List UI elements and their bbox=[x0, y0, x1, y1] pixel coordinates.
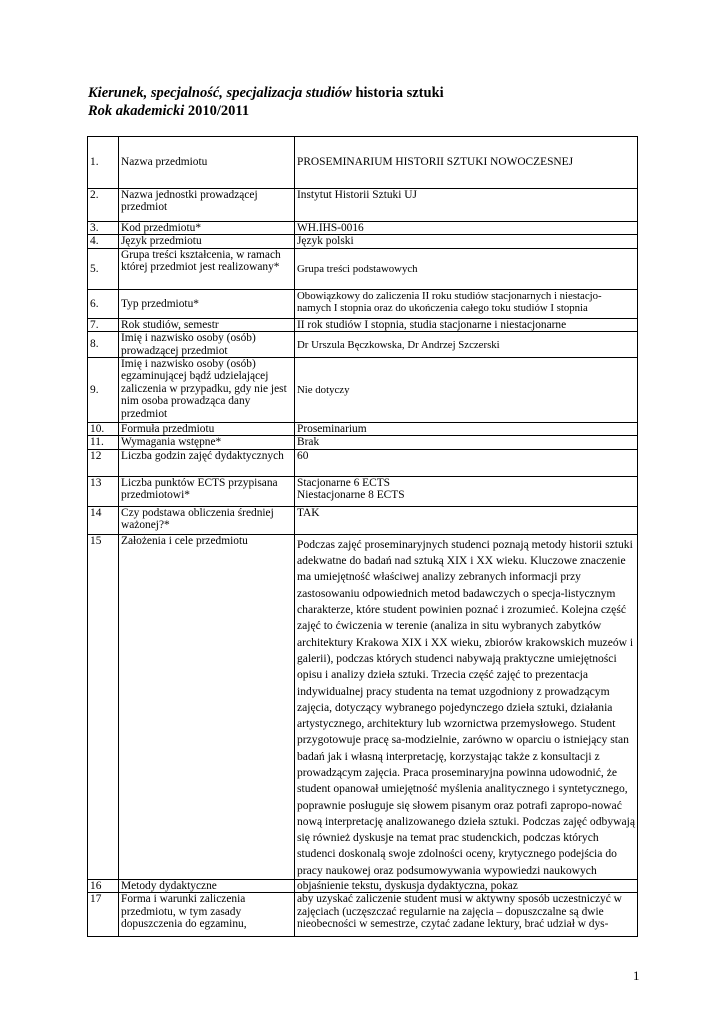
row-number: 12 bbox=[88, 449, 119, 476]
table-row bbox=[88, 248, 638, 289]
header-line-field-of-study bbox=[88, 84, 444, 102]
academic-year-label: Rok akademicki bbox=[88, 103, 185, 119]
table-row bbox=[88, 222, 638, 235]
table-row bbox=[88, 289, 638, 318]
row-label: Czy podstawa obliczenia średniej ważonej?* bbox=[119, 506, 295, 534]
row-number: 7. bbox=[88, 318, 119, 331]
field-of-study-value: historia sztuki bbox=[355, 85, 444, 101]
row-label: Metody dydaktyczne bbox=[119, 880, 295, 893]
row-value: PROSEMINARIUM HISTORII SZTUKI NOWOCZESNEJ bbox=[295, 137, 638, 189]
row-value: TAK bbox=[295, 506, 638, 534]
row-value: Grupa treści podstawowych bbox=[295, 248, 638, 289]
row-value: Proseminarium bbox=[295, 423, 638, 436]
row-number: 5. bbox=[88, 248, 119, 289]
field-of-study-label: Kierunek, specjalność, specjalizacja studiów bbox=[88, 85, 352, 101]
row-number: 15 bbox=[88, 534, 119, 879]
table-row bbox=[88, 506, 638, 534]
table-row bbox=[88, 880, 638, 893]
row-value: Obowiązkowy do zaliczenia II roku studiów stacjonarnych i niestacjo-namych I stopnia oraz do ukończenia całego toku studiów I stopnia bbox=[295, 289, 638, 318]
table-row bbox=[88, 534, 638, 879]
row-value bbox=[295, 476, 638, 506]
row-label: Forma i warunki zaliczenia przedmiotu, w tym zasady dopuszczenia do egzaminu, bbox=[119, 893, 295, 937]
row-number: 8. bbox=[88, 332, 119, 358]
row-number: 4. bbox=[88, 235, 119, 248]
row-number: 14 bbox=[88, 506, 119, 534]
document-header bbox=[88, 84, 444, 120]
row-label: Formuła przedmiotu bbox=[119, 423, 295, 436]
header-line-academic-year bbox=[88, 102, 444, 120]
row-value: Podczas zajęć proseminaryjnych studenci poznają metody historii sztuki adekwatne do badań nad sztuką XIX i XX wieku. Kluczowe znaczenie ma umiejętność właściwej analizy zebranych informacji przy zastosowaniu odpowiednich metod badawczych o specja-listycznym charakterze, które student powinien poznać i zrozumieć. Kolejna część zajęć to ćwiczenia w terenie (analiza in situ wybranych zabytków architektury Krakowa XIX i XX wieku, zbiorów krakowskich muzeów i galerii), podczas których studenci nabywają praktyczne umiejętności opisu i analizy dzieła sztuki. Trzecia część zajęć to prezentacja indywidualnej pracy studenta na temat uzgodniony z prowadzącym zajęcia, dotyczący wybranego pojedynczego dzieła sztuki, działania artystycznego, architektury lub wzornictwa przemysłowego. Student przygotowuje pracę sa-modzielnie, zarówno w oparciu o istniejący stan badań jak i własną interpretację, korzystając także z konsultacji z prowadzącym zajęcia. Praca proseminaryjna powinna udowodnić, że student opanował umiejętność myślenia analitycznego i syntetycznego, poprawnie posługuje się słowem pisanym oraz potrafi zapropo-nować nową interpretację analizowanego dzieła sztuki. Podczas zajęć odbywają się również dyskusje na temat prac studenckich, podczas których studenci doskonalą swoje zdolności oceny, krytycznego podejścia do pracy naukowej oraz podsumowywania wypowiedzi naukowych bbox=[295, 534, 638, 879]
row-label: Język przedmiotu bbox=[119, 235, 295, 248]
table-row bbox=[88, 449, 638, 476]
row-label: Liczba godzin zajęć dydaktycznych bbox=[119, 449, 295, 476]
table-row bbox=[88, 423, 638, 436]
row-value: Instytut Historii Sztuki UJ bbox=[295, 189, 638, 222]
row-label: Imię i nazwisko osoby (osób) prowadzącej przedmiot bbox=[119, 332, 295, 358]
row-number: 11. bbox=[88, 436, 119, 449]
table-row bbox=[88, 189, 638, 222]
row-label: Grupa treści kształcenia, w ramach której przedmiot jest realizowany* bbox=[119, 248, 295, 289]
ects-full-time: Stacjonarne 6 ECTS bbox=[297, 476, 391, 489]
row-number: 2. bbox=[88, 189, 119, 222]
row-value: objaśnienie tekstu, dyskusja dydaktyczna, pokaz bbox=[295, 880, 638, 893]
row-label: Kod przedmiotu* bbox=[119, 222, 295, 235]
row-value: Język polski bbox=[295, 235, 638, 248]
row-label: Typ przedmiotu* bbox=[119, 289, 295, 318]
row-label: Imię i nazwisko osoby (osób) egzaminującej bądź udzielającej zaliczenia w przypadku, gdy nie jest nim osoba prowadząca dany przedmiot bbox=[119, 358, 295, 423]
ects-part-time: Niestacjonarne 8 ECTS bbox=[297, 489, 405, 502]
row-number: 9. bbox=[88, 358, 119, 423]
table-row bbox=[88, 358, 638, 423]
row-label: Nazwa przedmiotu bbox=[119, 137, 295, 189]
row-value: 60 bbox=[295, 449, 638, 476]
table-row bbox=[88, 436, 638, 449]
row-label: Wymagania wstępne* bbox=[119, 436, 295, 449]
row-number: 3. bbox=[88, 222, 119, 235]
syllabus-table bbox=[87, 136, 638, 937]
row-number: 13 bbox=[88, 476, 119, 506]
row-value: Dr Urszula Bęczkowska, Dr Andrzej Szczerski bbox=[295, 332, 638, 358]
table-row bbox=[88, 332, 638, 358]
row-value: aby uzyskać zaliczenie student musi w aktywny sposób uczestniczyć w zajęciach (uczęszczać regularnie na zajęcia – dopuszczalne są dwie nieobecności w semestrze, czytać zadane lektury, brać udział w dys- bbox=[295, 893, 638, 937]
row-label: Założenia i cele przedmiotu bbox=[119, 534, 295, 879]
row-number: 6. bbox=[88, 289, 119, 318]
row-value: II rok studiów I stopnia, studia stacjonarne i niestacjonarne bbox=[295, 318, 638, 331]
table-row bbox=[88, 318, 638, 331]
row-value: WH.IHS-0016 bbox=[295, 222, 638, 235]
row-label: Rok studiów, semestr bbox=[119, 318, 295, 331]
row-number: 16 bbox=[88, 880, 119, 893]
row-value: Nie dotyczy bbox=[295, 358, 638, 423]
page-number: 1 bbox=[633, 968, 640, 983]
table-row bbox=[88, 476, 638, 506]
table-row bbox=[88, 893, 638, 937]
academic-year-value: 2010/2011 bbox=[187, 103, 250, 119]
row-number: 1. bbox=[88, 137, 119, 189]
table-row bbox=[88, 235, 638, 248]
row-label: Liczba punktów ECTS przypisana przedmiotowi* bbox=[119, 476, 295, 506]
row-number: 17 bbox=[88, 893, 119, 937]
row-value: Brak bbox=[295, 436, 638, 449]
row-label: Nazwa jednostki prowadzącej przedmiot bbox=[119, 189, 295, 222]
row-number: 10. bbox=[88, 423, 119, 436]
table-row bbox=[88, 137, 638, 189]
